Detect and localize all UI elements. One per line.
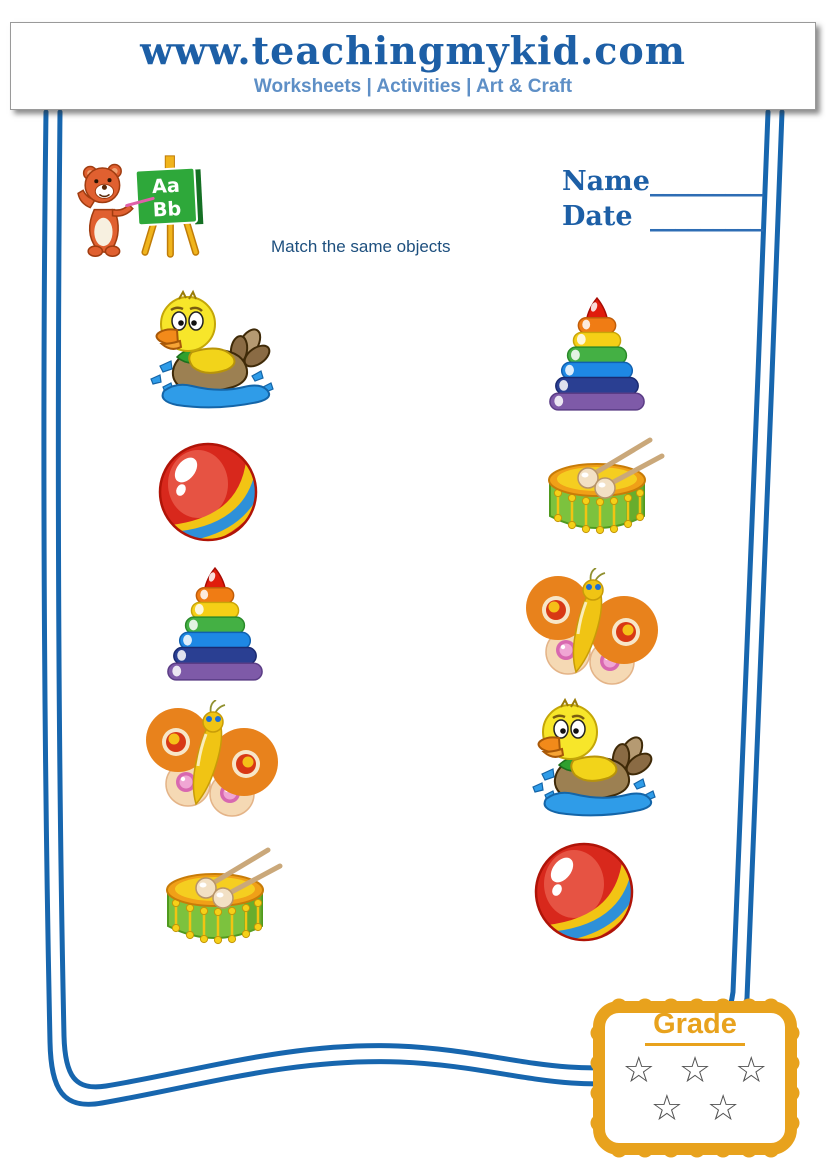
match-left-5-drum[interactable] — [140, 844, 290, 956]
butterfly-icon — [140, 700, 284, 820]
match-left-1-duck[interactable] — [136, 288, 286, 412]
grade-label: Grade — [645, 1008, 745, 1046]
match-left-4-butterfly[interactable] — [140, 700, 284, 820]
butterfly-icon — [520, 568, 664, 688]
grade-content — [583, 991, 807, 1165]
match-right-1-pyramid[interactable] — [546, 296, 648, 412]
star-icon: ☆ — [735, 1050, 768, 1091]
star-icon: ☆ — [678, 1050, 712, 1091]
match-right-5-ball[interactable] — [532, 840, 636, 944]
match-right-2-drum[interactable] — [522, 434, 672, 546]
bear-icon — [78, 164, 133, 256]
pyramid-icon — [546, 296, 648, 412]
name-field-row — [562, 164, 763, 199]
duck-icon — [518, 696, 668, 820]
grade-stars-row-1 — [623, 1050, 768, 1092]
star-icon: ☆ — [650, 1088, 683, 1129]
bear-chalkboard-logo — [74, 142, 216, 260]
worksheet-instruction: Match the same objects — [271, 237, 451, 256]
site-header — [10, 22, 816, 110]
board-text-bb: Bb — [152, 197, 182, 222]
star-icon: ☆ — [707, 1088, 740, 1129]
date-blank-line[interactable]: _________ — [650, 201, 763, 232]
ball-icon — [532, 840, 636, 944]
chalkboard — [136, 167, 204, 227]
duck-icon — [136, 288, 286, 412]
match-right-3-butterfly[interactable] — [520, 568, 664, 688]
date-field-row — [562, 199, 763, 234]
grade-stars-row-2 — [651, 1088, 740, 1130]
name-blank-line[interactable]: _________ — [650, 166, 763, 197]
board-text-aa: Aa — [151, 173, 181, 199]
drum-icon — [140, 844, 290, 956]
star-icon: ☆ — [622, 1050, 655, 1091]
match-left-2-ball[interactable] — [156, 440, 260, 544]
match-right-4-duck[interactable] — [518, 696, 668, 820]
grade-box — [583, 991, 807, 1165]
site-title: www.teachingmykid.com — [140, 28, 686, 73]
pyramid-icon — [164, 566, 266, 682]
student-fields — [562, 164, 763, 234]
site-subtitle: Worksheets | Activities | Art & Craft — [253, 76, 573, 97]
match-left-3-pyramid[interactable] — [164, 566, 266, 682]
ball-icon — [156, 440, 260, 544]
date-label: Date — [562, 201, 633, 232]
drum-icon — [522, 434, 672, 546]
name-label: Name — [562, 166, 650, 197]
